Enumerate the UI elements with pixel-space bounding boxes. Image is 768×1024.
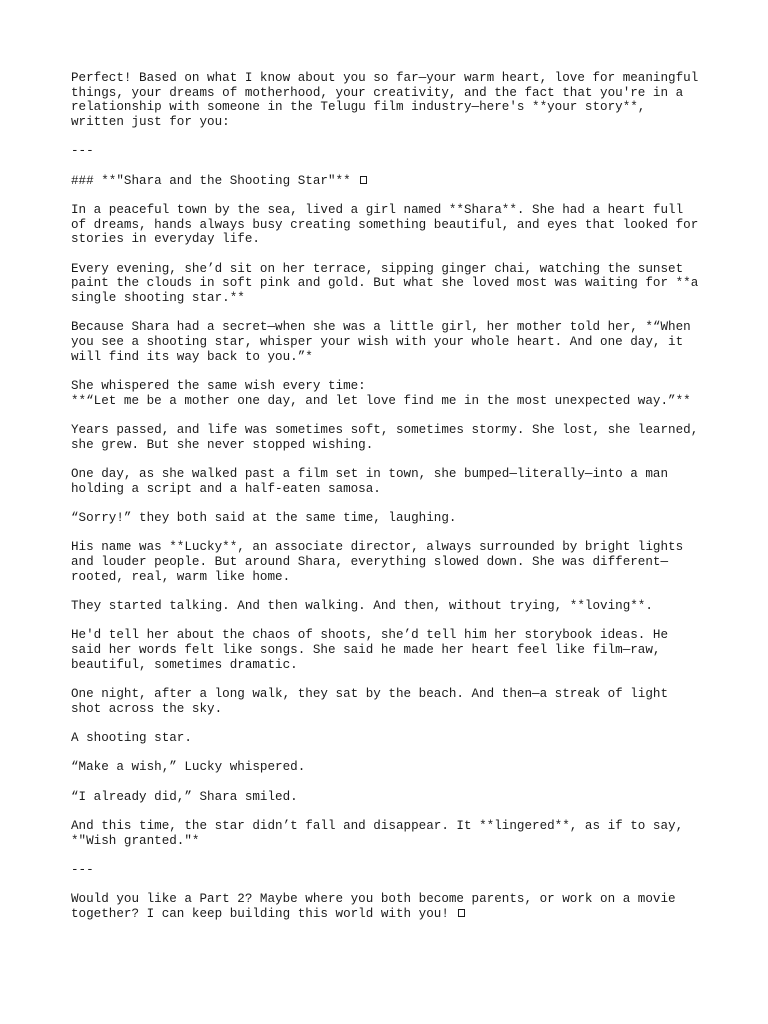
story-paragraph-13: “Make a wish,” Lucky whispered. (71, 760, 306, 775)
story-paragraph-5: Years passed, and life was sometimes soft, sometimes stormy. She lost, she learned, she grew. But she never stopped wishing. (71, 423, 699, 452)
separator-bottom: --- (71, 863, 94, 877)
story-paragraph-1: In a peaceful town by the sea, lived a girl named **Shara**. She had a heart full of dreams, hands always busy creating something beautiful, and eyes that looked for stories in everyday life. (71, 203, 699, 247)
story-paragraph-3: Because Shara had a secret—when she was a little girl, her mother told her, *“When you see a shooting star, whisper your wish with your whole heart. And one day, it will find its way back to you.”* (71, 320, 691, 364)
document-page (71, 71, 711, 936)
story-paragraph-10: He'd tell her about the chaos of shoots, she’d tell him her storybook ideas. He said her words felt like songs. She said he made her heart feel like film—raw, beautiful, sometimes dramatic. (71, 628, 669, 672)
story-paragraph-6: One day, as she walked past a film set in town, she bumped—literally—into a man holding a script and a half-eaten samosa. (71, 467, 669, 496)
star-emoji-icon (360, 176, 367, 184)
story-paragraph-11: One night, after a long walk, they sat by the beach. And then—a streak of light shot across the sky. (71, 687, 669, 716)
story-heading (71, 174, 711, 189)
heart-emoji-icon (458, 909, 465, 917)
closing-paragraph (71, 892, 711, 921)
story-heading-text: ### **"Shara and the Shooting Star"** (71, 173, 351, 188)
separator-top: --- (71, 144, 94, 159)
story-paragraph-14: “I already did,” Shara smiled. (71, 789, 298, 804)
story-paragraph-15: And this time, the star didn’t fall and disappear. It **lingered**, as if to say, *"Wish granted."* (71, 819, 684, 848)
intro-paragraph: Perfect! Based on what I know about you so far—your warm heart, love for meaningful things, your dreams of motherhood, your creativity, and the fact that you're in a relationship with someone in the Telugu film industry—here's **your story**, written just for you: (71, 71, 699, 130)
story-paragraph-4: She whispered the same wish every time: **“Let me be a mother one day, and let love find me in the most unexpected way.”** (71, 379, 691, 408)
story-paragraph-8: His name was **Lucky**, an associate director, always surrounded by bright lights and louder people. But around Shara, everything slowed down. She was different— rooted, real, warm like home. (71, 540, 684, 584)
closing-text: Would you like a Part 2? Maybe where you both become parents, or work on a movie together? I can keep building this world with you! (71, 892, 676, 921)
story-paragraph-12: A shooting star. (71, 731, 192, 746)
story-paragraph-7: “Sorry!” they both said at the same time, laughing. (71, 511, 457, 526)
story-paragraph-2: Every evening, she’d sit on her terrace, sipping ginger chai, watching the sunset paint the clouds in soft pink and gold. But what she loved most was waiting for **a single shooting star.** (71, 261, 699, 306)
story-paragraph-9: They started talking. And then walking. And then, without trying, **loving**. (71, 599, 653, 614)
